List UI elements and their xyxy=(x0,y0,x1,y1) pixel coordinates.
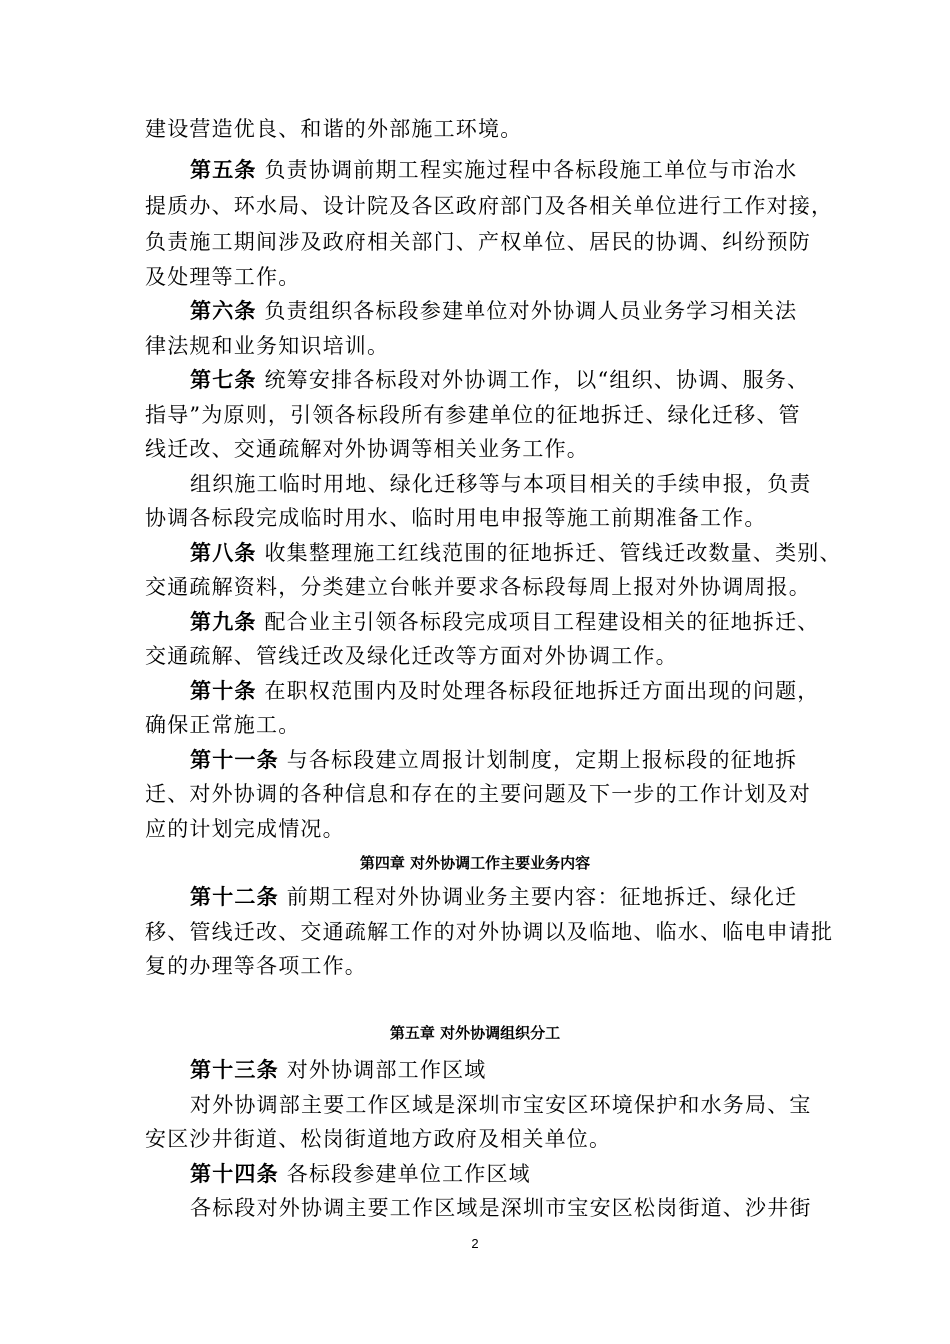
text-line: 提质办、环水局、设计院及各区政府部门及各相关单位进行工作对接， xyxy=(145,194,834,218)
article-heading: 第十一条 xyxy=(190,747,279,772)
chapter-5-heading: 第五章 对外协调组织分工 xyxy=(389,1024,561,1042)
article-7-line: 第七条 统筹安排各标段对外协调工作，以“组织、协调、服务、 xyxy=(190,367,810,392)
article-12-line: 第十二条 前期工程对外协调业务主要内容：征地拆迁、绿化迁 xyxy=(190,884,798,909)
text-line: 指导”为原则，引领各标段所有参建单位的征地拆迁、绿化迁移、管 xyxy=(145,403,801,427)
article-heading: 第七条 xyxy=(190,367,257,392)
text-line: 安区沙井街道、松岗街道地方政府及相关单位。 xyxy=(145,1127,612,1151)
article-6-line: 第六条 负责组织各标段参建单位对外协调人员业务学习相关法 xyxy=(190,298,798,323)
article-14-line: 第十四条 各标段参建单位工作区域 xyxy=(190,1161,531,1186)
text-line: 复的办理等各项工作。 xyxy=(145,954,367,978)
article-11-line: 第十一条 与各标段建立周报计划制度，定期上报标段的征地拆 xyxy=(190,747,798,772)
text-line: 律法规和业务知识培训。 xyxy=(145,334,390,358)
article-heading: 第十二条 xyxy=(190,884,279,909)
article-heading: 第十三条 xyxy=(190,1057,279,1082)
text-line: 组织施工临时用地、绿化迁移等与本项目相关的手续申报，负责 xyxy=(190,472,812,496)
article-5-line: 第五条 负责协调前期工程实施过程中各标段施工单位与市治水 xyxy=(190,157,798,182)
text-line: 线迁改、交通疏解对外协调等相关业务工作。 xyxy=(145,437,589,461)
article-heading: 第九条 xyxy=(190,609,257,634)
text-line: 交通疏解、管线迁改及绿化迁改等方面对外协调工作。 xyxy=(145,644,678,668)
text-line: 建设营造优良、和谐的外部施工环境。 xyxy=(145,117,523,141)
article-heading: 第八条 xyxy=(190,540,257,565)
article-heading: 第六条 xyxy=(190,298,257,323)
article-heading: 第十四条 xyxy=(190,1161,279,1186)
text-line: 协调各标段完成临时用水、临时用电申报等施工前期准备工作。 xyxy=(145,506,767,530)
article-heading: 第十条 xyxy=(190,678,257,703)
text-line: 各标段对外协调主要工作区域是深圳市宝安区松岗街道、沙井街 xyxy=(190,1196,812,1220)
text-line: 确保正常施工。 xyxy=(145,713,301,737)
text-line: 迁、对外协调的各种信息和存在的主要问题及下一步的工作计划及对 xyxy=(145,782,811,806)
text-line: 对外协调部主要工作区域是深圳市宝安区环境保护和水务局、宝 xyxy=(190,1093,812,1117)
chapter-4-heading: 第四章 对外协调工作主要业务内容 xyxy=(359,854,591,872)
text-line: 负责施工期间涉及政府相关部门、产权单位、居民的协调、纠纷预防 xyxy=(145,230,811,254)
text-line: 移、管线迁改、交通疏解工作的对外协调以及临地、临水、临电申请批 xyxy=(145,920,834,944)
text-line: 应的计划完成情况。 xyxy=(145,817,345,841)
text-line: 及处理等工作。 xyxy=(145,265,301,289)
page-number: 2 xyxy=(471,1236,479,1251)
article-8-line: 第八条 收集整理施工红线范围的征地拆迁、管线迁改数量、类别、 xyxy=(190,540,842,565)
article-heading: 第五条 xyxy=(190,157,257,182)
article-10-line: 第十条 在职权范围内及时处理各标段征地拆迁方面出现的问题， xyxy=(190,678,820,703)
article-9-line: 第九条 配合业主引领各标段完成项目工程建设相关的征地拆迁、 xyxy=(190,609,820,634)
article-13-line: 第十三条 对外协调部工作区域 xyxy=(190,1057,487,1082)
text-line: 交通疏解资料，分类建立台帐并要求各标段每周上报对外协调周报。 xyxy=(145,575,811,599)
